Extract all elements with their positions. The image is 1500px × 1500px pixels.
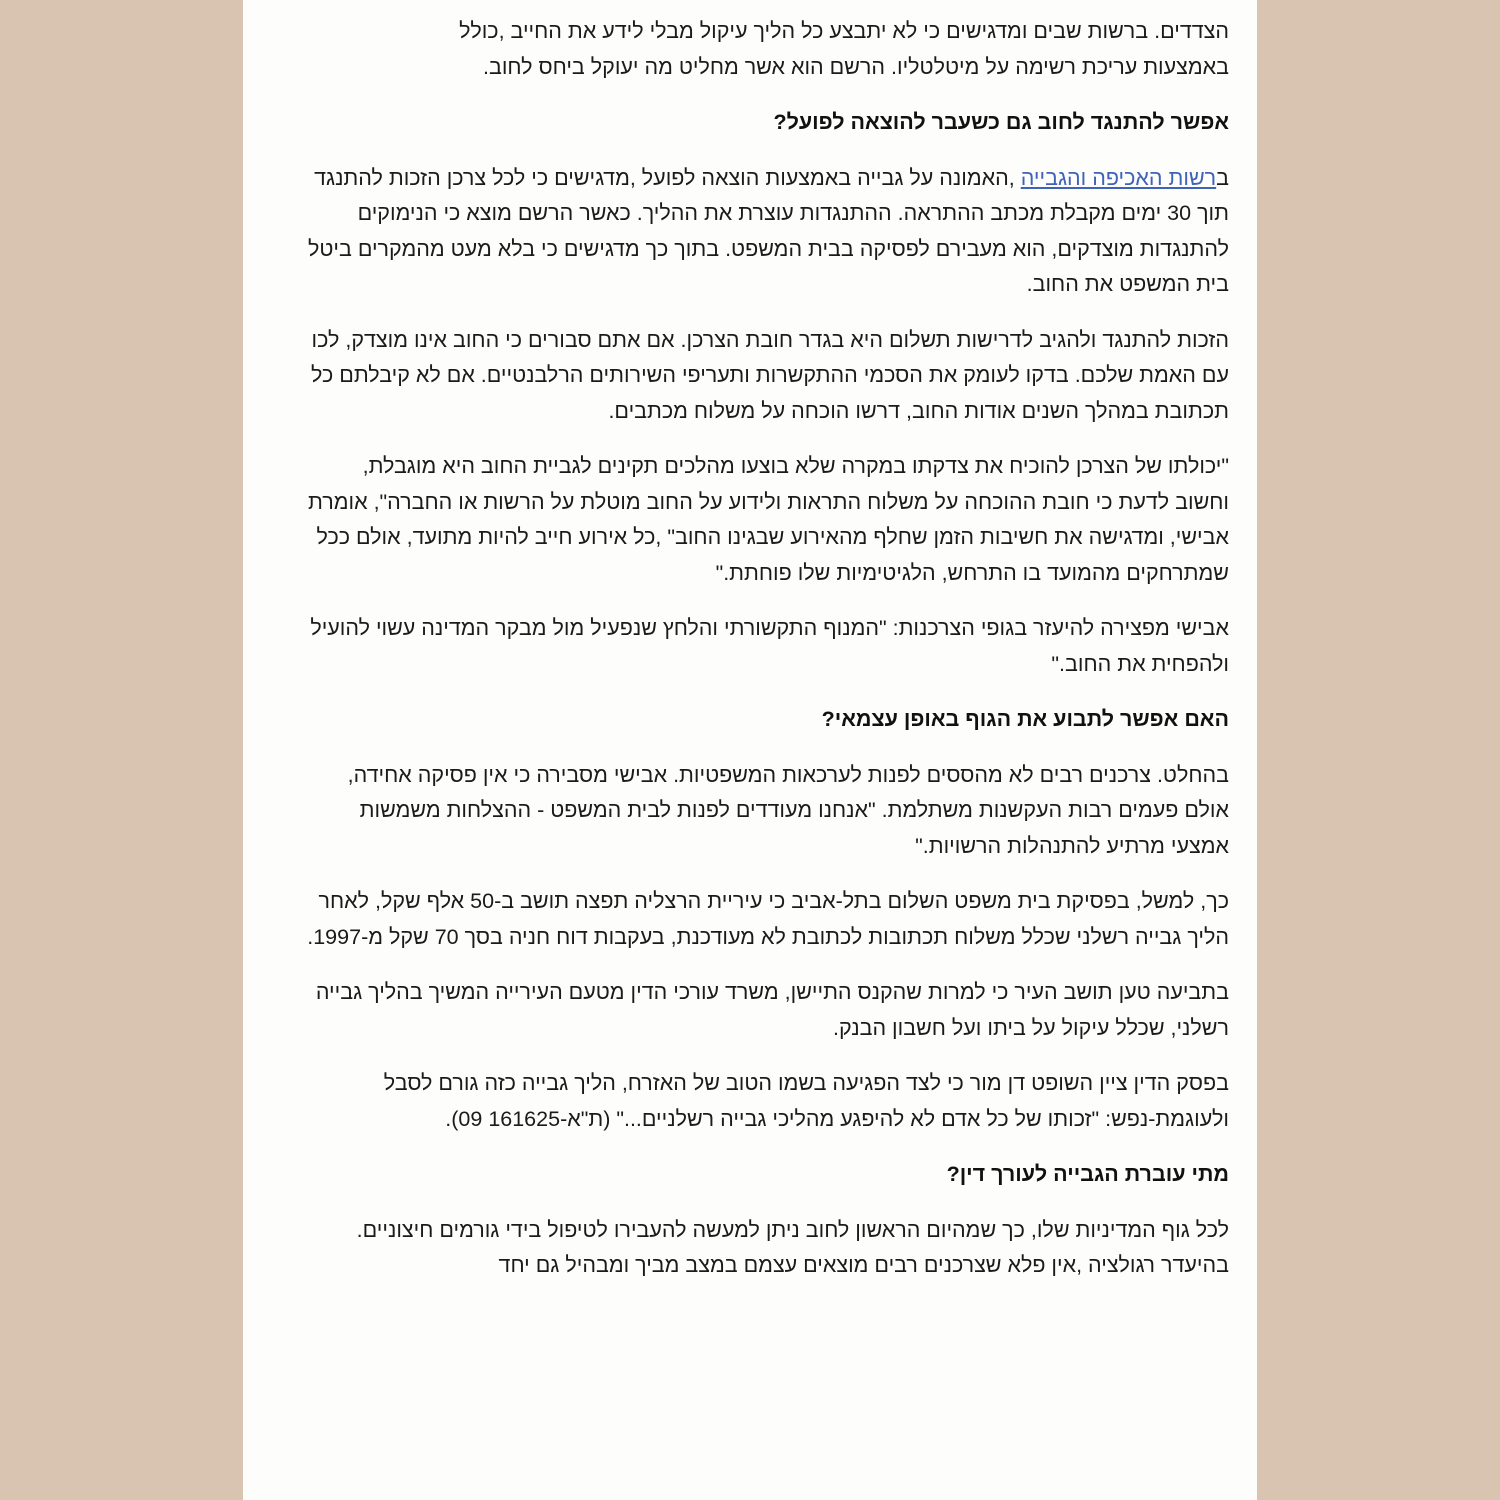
- document-page: [243, 0, 1257, 1500]
- paragraph-text: ,האמונה על גבייה באמצעות הוצאה לפועל ,מדגישים כי לכל צרכן הזכות להתנגד תוך 30 ימים מקבלת מכתב ההתראה. ההתנגדות עוצרת את ההליך. כאשר הרשם מוצא כי הנימוקים להתנגדות מוצדקים, הוא מעבירם לפסיקה בבית המשפט. בתוך כך מדגישים כי בלא מעט מהמקרים ביטל בית המשפט את החוב.: [307, 165, 1229, 296]
- paragraph-judge-ruling: בפסק הדין ציין השופט דן מור כי לצד הפגיעה בשמו הטוב של האזרח, הליך גבייה כזה גורם לסבל ולעוגמת-נפש: "זכותו של כל אדם לא להיפגע מהליכי גבייה רשלניים..." (ת"א-161625 09).: [383, 1071, 1229, 1131]
- paragraph-lawsuit-claim: בתביעה טען תושב העיר כי למרות שהקנס התיישן, משרד עורכי הדין מטעם העירייה המשיך בהליך גבייה רשלני, שכלל עיקול על ביתו ועל חשבון הבנק.: [315, 980, 1229, 1040]
- intro-line-1: הצדדים. ברשות שבים ומדגישים כי לא יתבצע כל הליך עיקול מבלי לידע את החייב ,כולל: [459, 19, 1229, 43]
- paragraph-policy: לכל גוף המדיניות שלו, כך שמהיום הראשון לחוב ניתן למעשה להעבירו לטיפול בידי גורמים חיצוניים. בהיעדר רגולציה ,אין פלא שצרכנים רבים מוצאים עצמם במצב מביך ומבהיל גם יחד: [356, 1217, 1229, 1277]
- article-body: [303, 14, 1229, 1304]
- paragraph-prefix: ב: [1216, 165, 1229, 190]
- paragraph-consumer-bodies: אבישי מפצירה להיעזר בגופי הצרכנות: "המנוף התקשורתי והלחץ שנפעיל מול מבקר המדינה עשוי להועיל ולהפחית את החוב.": [310, 616, 1229, 676]
- intro-paragraph: [303, 14, 1229, 85]
- paragraph-consumer-right: הזכות להתנגד ולהגיב לדרישות תשלום היא בגדר חובת הצרכן. אם אתם סבורים כי החוב אינו מוצדק, לכו עם האמת שלכם. בדקו לעומק את הסכמי ההתקשרות ותעריפי השירותים הרלבנטיים. אם לא קיבלתם כל תכתובת במהלך השנים אודות החוב, דרשו הוכחה על משלוח מכתבים.: [311, 327, 1229, 423]
- section-heading-objection: אפשר להתנגד לחוב גם כשעבר להוצאה לפועל?: [773, 110, 1229, 134]
- section-heading-sue: האם אפשר לתבוע את הגוף באופן עצמאי?: [821, 707, 1229, 731]
- paragraph-quote-avishai: "יכולתו של הצרכן להוכיח את צדקתו במקרה שלא בוצעו מהלכים תקינים לגביית החוב היא מוגבלת, וחשוב לדעת כי חובת ההוכחה על משלוח התראות ולידוע על החוב מוטלת על הרשות או החברה", אומרת אבישי, ומדגישה את חשיבות הזמן שחלף מהאירוע שבגינו החוב" ,כל אירוע חייב להיות מתועד, אולם ככל שמתרחקים מהמועד בו התרחש, הלגיטימיות שלו פוחתת.": [308, 454, 1229, 585]
- paragraph-courts: בהחלט. צרכנים רבים לא מהססים לפנות לערכאות המשפטיות. אבישי מסבירה כי אין פסיקה אחידה, אולם פעמים רבות העקשנות משתלמת. "אנחנו מעודדים לפנות לבית המשפט - ההצלחות משמשות אמצעי מרתיע להתנהלות הרשויות.": [347, 762, 1229, 858]
- section-heading-lawyer: מתי עוברת הגבייה לעורך דין?: [946, 1162, 1229, 1186]
- enforcement-authority-link[interactable]: רשות האכיפה והגבייה: [1020, 165, 1217, 190]
- intro-line-2: באמצעות עריכת רשימה על מיטלטליו. הרשם הוא אשר מחליט מה יעוקל ביחס לחוב.: [483, 54, 1229, 79]
- paragraph-herzliya-ruling: כך, למשל, בפסיקת בית משפט השלום בתל-אביב כי עיריית הרצליה תפצה תושב ב-50 אלף שקל, לאחר הליך גבייה רשלני שכלל משלוח תכתובות לכתובת לא מעודכנת, בעקבות דוח חניה בסך 70 שקל מ-1997.: [307, 889, 1229, 949]
- paragraph-enforcement-authority: [303, 161, 1229, 303]
